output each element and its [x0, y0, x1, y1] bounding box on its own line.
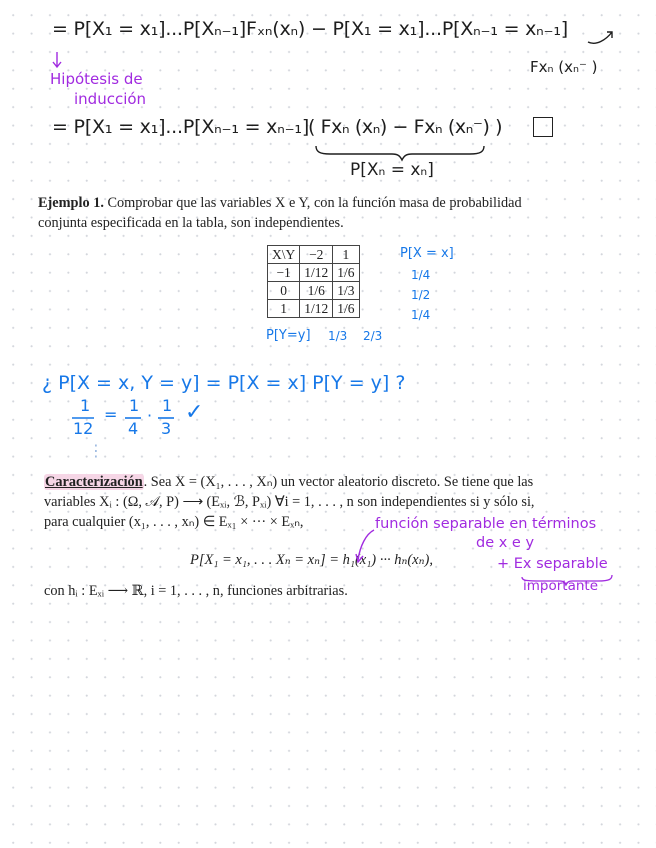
- marginal-x-value: 1/4: [411, 268, 431, 282]
- table-header-cell: −2: [300, 246, 333, 264]
- table-row: [268, 264, 360, 282]
- independence-question: ¿ P[X = x, Y = y] = P[X = x] P[Y = y] ?: [42, 372, 406, 394]
- example-label: Ejemplo 1.: [38, 195, 104, 211]
- characterization-text-2: variables Xᵢ : (Ω, 𝒜, P) ⟶ (Eₓᵢ, ℬ, Pₓᵢ) ∀i = 1, . . . , n son independientes si y sólo si,: [44, 494, 535, 510]
- derivation-line-1: = P[X₁ = x₁]...P[Xₙ₋₁]Fₓₙ(xₙ) − P[X₁ = x₁]...P[Xₙ₋₁ = xₙ₋₁]: [52, 18, 569, 40]
- fraction-r2-den: 3: [161, 419, 172, 438]
- example-text-2: conjunta especificada en la tabla, son independientes.: [38, 215, 344, 231]
- table-cell: 1/3: [333, 282, 359, 300]
- separable-note-4: importante: [523, 578, 599, 594]
- table-cell: 1/6: [300, 282, 333, 300]
- induction-hypothesis-note-2: inducción: [74, 90, 147, 108]
- qed-square: [533, 117, 553, 137]
- example-1-paragraph: [38, 193, 628, 233]
- probability-table: [267, 245, 360, 318]
- marginal-x-value: 1/4: [411, 308, 431, 322]
- fraction-r1-num: 1: [129, 396, 140, 415]
- table-cell: 1/12: [300, 300, 333, 318]
- separable-note-3: + Ex separable: [497, 556, 608, 572]
- characterization-text-4: con hᵢ : Eₓᵢ ⟶ ℝ, i = 1, . . . , n, funciones arbitrarias.: [44, 583, 348, 599]
- example-text-1: Comprobar que las variables X e Y, con la función masa de probabilidad: [107, 195, 522, 211]
- marginal-y-label: P[Y=y]: [266, 328, 311, 343]
- characterization-text-3: para cualquier (x₁, . . . , xₙ) ∈ Eₓ₁ × ··· × Eₓₙ,: [44, 514, 304, 530]
- marginal-y-value: 2/3: [363, 329, 383, 343]
- check-mark: ✓: [185, 400, 204, 425]
- derivation-line-2: = P[X₁ = x₁]...P[Xₙ₋₁ = xₙ₋₁]: [52, 116, 310, 138]
- derivation-line-1-sub: Fxₙ (xₙ⁻ ): [530, 58, 598, 76]
- table-cell: 1: [268, 300, 300, 318]
- fraction-r1-den: 4: [128, 419, 139, 438]
- derivation-underbrace-label: P[Xₙ = xₙ]: [350, 160, 434, 180]
- table-header-cell: X\Y: [268, 246, 300, 264]
- characterization-label: Caracterización: [45, 474, 143, 490]
- fraction-r2-num: 1: [162, 396, 173, 415]
- separable-note-2: de x e y: [476, 535, 535, 551]
- fraction-lhs-num: 1: [80, 396, 91, 415]
- derivation-line-2-paren: ( Fxₙ (xₙ) − Fxₙ (xₙ⁻) ): [308, 116, 503, 138]
- product-dot: ·: [147, 406, 153, 425]
- fraction-lhs-den: 12: [73, 419, 94, 438]
- table-cell: 1/12: [300, 264, 333, 282]
- equals-sign: =: [104, 405, 118, 424]
- induction-hypothesis-note-1: Hipótesis de: [50, 70, 143, 88]
- characterization-formula: P[X₁ = x₁, . . . Xₙ = xₙ] = h₁(x₁) ··· hₙ(xₙ),: [190, 552, 433, 568]
- table-header-cell: 1: [333, 246, 359, 264]
- separable-note-1: función separable en términos: [375, 516, 597, 532]
- table-cell: −1: [268, 264, 300, 282]
- table-cell: 1/6: [333, 264, 359, 282]
- table-row: [268, 282, 360, 300]
- marginal-x-value: 1/2: [411, 288, 431, 302]
- table-row: [268, 300, 360, 318]
- marginal-x-label: P[X = x]: [400, 246, 454, 261]
- table-cell: 0: [268, 282, 300, 300]
- characterization-text-1: . Sea X = (X₁, . . . , Xₙ) un vector aleatorio discreto. Se tiene que las: [143, 474, 534, 490]
- marginal-y-value: 1/3: [328, 329, 348, 343]
- continuation-dots: ⋮: [88, 441, 104, 460]
- table-cell: 1/6: [333, 300, 359, 318]
